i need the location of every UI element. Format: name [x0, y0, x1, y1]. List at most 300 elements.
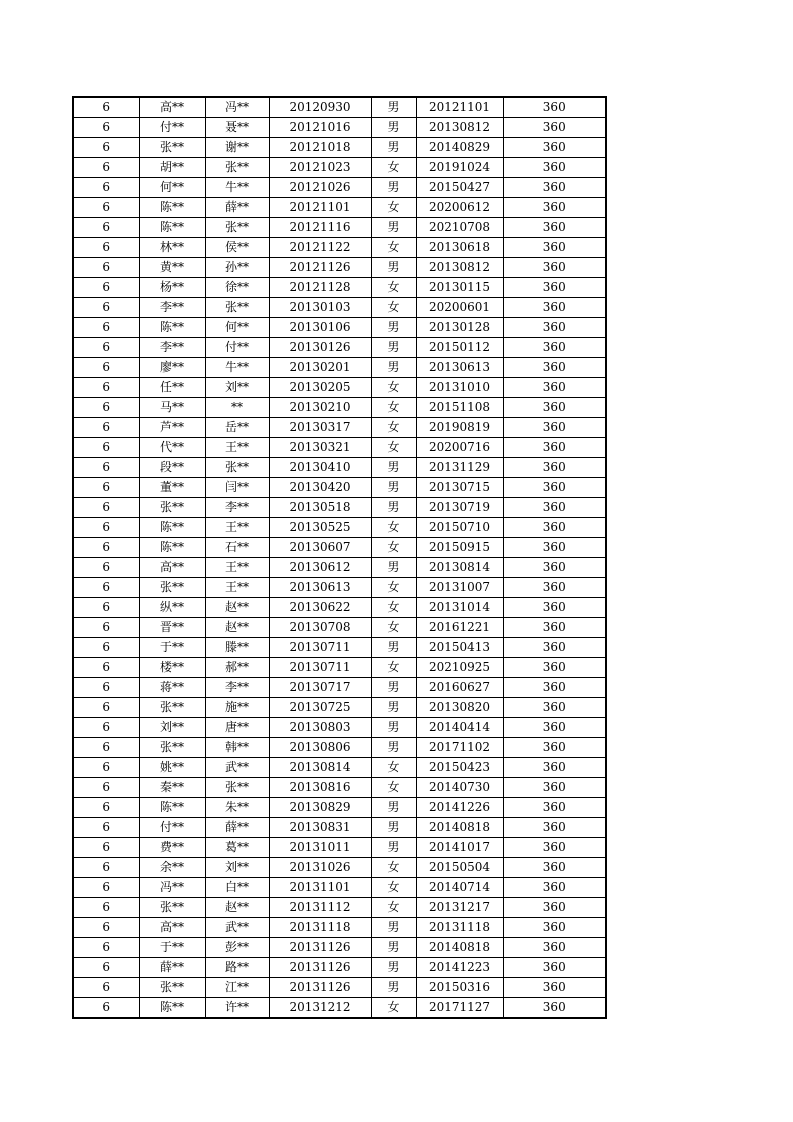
- guardian-name-cell: 路**: [205, 958, 269, 978]
- guardian-name-cell: 郝**: [205, 658, 269, 678]
- end-date-cell: 20121101: [416, 97, 503, 118]
- end-date-cell: 20150413: [416, 638, 503, 658]
- grade-cell: 6: [73, 978, 139, 998]
- guardian-name-cell: 张**: [205, 218, 269, 238]
- end-date-cell: 20150316: [416, 978, 503, 998]
- guardian-name-cell: 徐**: [205, 278, 269, 298]
- table-row: [73, 458, 606, 478]
- guardian-name-cell: 江**: [205, 978, 269, 998]
- name-cell: 段**: [139, 458, 205, 478]
- grade-cell: 6: [73, 578, 139, 598]
- guardian-name-cell: 彭**: [205, 938, 269, 958]
- name-cell: 余**: [139, 858, 205, 878]
- table-row: [73, 678, 606, 698]
- start-date-cell: 20130803: [269, 718, 371, 738]
- amount-cell: 360: [503, 478, 606, 498]
- name-cell: 陈**: [139, 198, 205, 218]
- name-cell: 李**: [139, 338, 205, 358]
- amount-cell: 360: [503, 598, 606, 618]
- name-cell: 付**: [139, 818, 205, 838]
- guardian-name-cell: 李**: [205, 678, 269, 698]
- gender-cell: 女: [371, 538, 416, 558]
- gender-cell: 男: [371, 958, 416, 978]
- end-date-cell: 20150710: [416, 518, 503, 538]
- name-cell: 陈**: [139, 798, 205, 818]
- amount-cell: 360: [503, 118, 606, 138]
- end-date-cell: 20141226: [416, 798, 503, 818]
- table-row: [73, 238, 606, 258]
- guardian-name-cell: 侯**: [205, 238, 269, 258]
- start-date-cell: 20130816: [269, 778, 371, 798]
- grade-cell: 6: [73, 618, 139, 638]
- guardian-name-cell: 王**: [205, 558, 269, 578]
- end-date-cell: 20140829: [416, 138, 503, 158]
- start-date-cell: 20131118: [269, 918, 371, 938]
- guardian-name-cell: **: [205, 398, 269, 418]
- name-cell: 陈**: [139, 318, 205, 338]
- grade-cell: 6: [73, 758, 139, 778]
- start-date-cell: 20130205: [269, 378, 371, 398]
- table-row: [73, 698, 606, 718]
- name-cell: 何**: [139, 178, 205, 198]
- name-cell: 纵**: [139, 598, 205, 618]
- gender-cell: 男: [371, 178, 416, 198]
- grade-cell: 6: [73, 798, 139, 818]
- gender-cell: 女: [371, 758, 416, 778]
- gender-cell: 女: [371, 518, 416, 538]
- grade-cell: 6: [73, 838, 139, 858]
- amount-cell: 360: [503, 878, 606, 898]
- amount-cell: 360: [503, 138, 606, 158]
- gender-cell: 女: [371, 578, 416, 598]
- end-date-cell: 20140818: [416, 938, 503, 958]
- amount-cell: 360: [503, 498, 606, 518]
- gender-cell: 男: [371, 258, 416, 278]
- gender-cell: 男: [371, 218, 416, 238]
- end-date-cell: 20130613: [416, 358, 503, 378]
- guardian-name-cell: 武**: [205, 918, 269, 938]
- end-date-cell: 20150427: [416, 178, 503, 198]
- end-date-cell: 20130812: [416, 258, 503, 278]
- gender-cell: 男: [371, 318, 416, 338]
- table-row: [73, 658, 606, 678]
- guardian-name-cell: 武**: [205, 758, 269, 778]
- end-date-cell: 20130820: [416, 698, 503, 718]
- gender-cell: 女: [371, 438, 416, 458]
- amount-cell: 360: [503, 278, 606, 298]
- table-row: [73, 838, 606, 858]
- grade-cell: 6: [73, 918, 139, 938]
- table-row: [73, 758, 606, 778]
- name-cell: 代**: [139, 438, 205, 458]
- amount-cell: 360: [503, 918, 606, 938]
- roster-body: [73, 97, 606, 1018]
- name-cell: 李**: [139, 298, 205, 318]
- table-row: [73, 318, 606, 338]
- gender-cell: 男: [371, 718, 416, 738]
- end-date-cell: 20131129: [416, 458, 503, 478]
- guardian-name-cell: 牛**: [205, 178, 269, 198]
- gender-cell: 男: [371, 978, 416, 998]
- amount-cell: 360: [503, 218, 606, 238]
- name-cell: 杨**: [139, 278, 205, 298]
- end-date-cell: 20160627: [416, 678, 503, 698]
- table-row: [73, 578, 606, 598]
- grade-cell: 6: [73, 518, 139, 538]
- start-date-cell: 20130711: [269, 638, 371, 658]
- table-row: [73, 438, 606, 458]
- table-row: [73, 858, 606, 878]
- grade-cell: 6: [73, 178, 139, 198]
- guardian-name-cell: 石**: [205, 538, 269, 558]
- name-cell: 陈**: [139, 518, 205, 538]
- guardian-name-cell: 李**: [205, 498, 269, 518]
- start-date-cell: 20121126: [269, 258, 371, 278]
- end-date-cell: 20200601: [416, 298, 503, 318]
- grade-cell: 6: [73, 878, 139, 898]
- amount-cell: 360: [503, 938, 606, 958]
- end-date-cell: 20150504: [416, 858, 503, 878]
- table-row: [73, 278, 606, 298]
- end-date-cell: 20130128: [416, 318, 503, 338]
- grade-cell: 6: [73, 818, 139, 838]
- grade-cell: 6: [73, 238, 139, 258]
- start-date-cell: 20130806: [269, 738, 371, 758]
- amount-cell: 360: [503, 158, 606, 178]
- end-date-cell: 20130715: [416, 478, 503, 498]
- table-row: [73, 378, 606, 398]
- gender-cell: 女: [371, 238, 416, 258]
- end-date-cell: 20131217: [416, 898, 503, 918]
- grade-cell: 6: [73, 658, 139, 678]
- start-date-cell: 20130725: [269, 698, 371, 718]
- start-date-cell: 20121122: [269, 238, 371, 258]
- end-date-cell: 20131014: [416, 598, 503, 618]
- table-row: [73, 638, 606, 658]
- grade-cell: 6: [73, 598, 139, 618]
- guardian-name-cell: 张**: [205, 298, 269, 318]
- name-cell: 张**: [139, 498, 205, 518]
- start-date-cell: 20120930: [269, 97, 371, 118]
- gender-cell: 女: [371, 778, 416, 798]
- end-date-cell: 20141223: [416, 958, 503, 978]
- grade-cell: 6: [73, 718, 139, 738]
- guardian-name-cell: 何**: [205, 318, 269, 338]
- start-date-cell: 20131126: [269, 978, 371, 998]
- name-cell: 胡**: [139, 158, 205, 178]
- amount-cell: 360: [503, 97, 606, 118]
- table-row: [73, 478, 606, 498]
- name-cell: 林**: [139, 238, 205, 258]
- start-date-cell: 20130201: [269, 358, 371, 378]
- table-row: [73, 258, 606, 278]
- name-cell: 张**: [139, 698, 205, 718]
- start-date-cell: 20121016: [269, 118, 371, 138]
- name-cell: 秦**: [139, 778, 205, 798]
- grade-cell: 6: [73, 338, 139, 358]
- gender-cell: 男: [371, 458, 416, 478]
- amount-cell: 360: [503, 318, 606, 338]
- guardian-name-cell: 张**: [205, 158, 269, 178]
- grade-cell: 6: [73, 458, 139, 478]
- name-cell: 张**: [139, 578, 205, 598]
- name-cell: 马**: [139, 398, 205, 418]
- amount-cell: 360: [503, 698, 606, 718]
- amount-cell: 360: [503, 658, 606, 678]
- start-date-cell: 20130410: [269, 458, 371, 478]
- start-date-cell: 20130711: [269, 658, 371, 678]
- end-date-cell: 20150112: [416, 338, 503, 358]
- end-date-cell: 20131118: [416, 918, 503, 938]
- end-date-cell: 20140714: [416, 878, 503, 898]
- gender-cell: 女: [371, 878, 416, 898]
- gender-cell: 女: [371, 398, 416, 418]
- grade-cell: 6: [73, 298, 139, 318]
- guardian-name-cell: 薛**: [205, 198, 269, 218]
- amount-cell: 360: [503, 458, 606, 478]
- end-date-cell: 20140730: [416, 778, 503, 798]
- start-date-cell: 20121023: [269, 158, 371, 178]
- table-row: [73, 898, 606, 918]
- amount-cell: 360: [503, 998, 606, 1019]
- table-row: [73, 97, 606, 118]
- grade-cell: 6: [73, 938, 139, 958]
- gender-cell: 男: [371, 97, 416, 118]
- start-date-cell: 20130106: [269, 318, 371, 338]
- guardian-name-cell: 王**: [205, 518, 269, 538]
- gender-cell: 男: [371, 338, 416, 358]
- grade-cell: 6: [73, 378, 139, 398]
- table-row: [73, 818, 606, 838]
- end-date-cell: 20161221: [416, 618, 503, 638]
- guardian-name-cell: 韩**: [205, 738, 269, 758]
- name-cell: 张**: [139, 138, 205, 158]
- amount-cell: 360: [503, 758, 606, 778]
- grade-cell: 6: [73, 97, 139, 118]
- table-row: [73, 518, 606, 538]
- gender-cell: 男: [371, 838, 416, 858]
- name-cell: 蒋**: [139, 678, 205, 698]
- name-cell: 高**: [139, 97, 205, 118]
- grade-cell: 6: [73, 498, 139, 518]
- grade-cell: 6: [73, 678, 139, 698]
- start-date-cell: 20130210: [269, 398, 371, 418]
- name-cell: 于**: [139, 938, 205, 958]
- table-row: [73, 998, 606, 1019]
- gender-cell: 女: [371, 858, 416, 878]
- grade-cell: 6: [73, 138, 139, 158]
- grade-cell: 6: [73, 438, 139, 458]
- amount-cell: 360: [503, 958, 606, 978]
- grade-cell: 6: [73, 998, 139, 1019]
- amount-cell: 360: [503, 258, 606, 278]
- start-date-cell: 20131011: [269, 838, 371, 858]
- gender-cell: 女: [371, 618, 416, 638]
- table-row: [73, 338, 606, 358]
- name-cell: 任**: [139, 378, 205, 398]
- gender-cell: 男: [371, 478, 416, 498]
- table-row: [73, 358, 606, 378]
- end-date-cell: 20210708: [416, 218, 503, 238]
- guardian-name-cell: 闫**: [205, 478, 269, 498]
- end-date-cell: 20131007: [416, 578, 503, 598]
- gender-cell: 女: [371, 198, 416, 218]
- amount-cell: 360: [503, 838, 606, 858]
- start-date-cell: 20130126: [269, 338, 371, 358]
- grade-cell: 6: [73, 198, 139, 218]
- amount-cell: 360: [503, 678, 606, 698]
- start-date-cell: 20130814: [269, 758, 371, 778]
- gender-cell: 男: [371, 558, 416, 578]
- end-date-cell: 20130618: [416, 238, 503, 258]
- end-date-cell: 20130812: [416, 118, 503, 138]
- gender-cell: 男: [371, 918, 416, 938]
- end-date-cell: 20171127: [416, 998, 503, 1019]
- guardian-name-cell: 王**: [205, 438, 269, 458]
- end-date-cell: 20191024: [416, 158, 503, 178]
- table-row: [73, 718, 606, 738]
- name-cell: 张**: [139, 738, 205, 758]
- start-date-cell: 20131126: [269, 958, 371, 978]
- guardian-name-cell: 葛**: [205, 838, 269, 858]
- end-date-cell: 20150423: [416, 758, 503, 778]
- gender-cell: 男: [371, 738, 416, 758]
- guardian-name-cell: 刘**: [205, 858, 269, 878]
- gender-cell: 女: [371, 418, 416, 438]
- amount-cell: 360: [503, 538, 606, 558]
- guardian-name-cell: 许**: [205, 998, 269, 1019]
- amount-cell: 360: [503, 718, 606, 738]
- name-cell: 费**: [139, 838, 205, 858]
- guardian-name-cell: 张**: [205, 458, 269, 478]
- guardian-name-cell: 冯**: [205, 97, 269, 118]
- end-date-cell: 20210925: [416, 658, 503, 678]
- start-date-cell: 20130612: [269, 558, 371, 578]
- gender-cell: 男: [371, 818, 416, 838]
- start-date-cell: 20121026: [269, 178, 371, 198]
- end-date-cell: 20151108: [416, 398, 503, 418]
- table-row: [73, 218, 606, 238]
- grade-cell: 6: [73, 318, 139, 338]
- name-cell: 张**: [139, 978, 205, 998]
- amount-cell: 360: [503, 398, 606, 418]
- end-date-cell: 20171102: [416, 738, 503, 758]
- name-cell: 高**: [139, 918, 205, 938]
- table-row: [73, 878, 606, 898]
- amount-cell: 360: [503, 378, 606, 398]
- table-row: [73, 978, 606, 998]
- name-cell: 陈**: [139, 218, 205, 238]
- amount-cell: 360: [503, 898, 606, 918]
- name-cell: 芦**: [139, 418, 205, 438]
- table-row: [73, 938, 606, 958]
- grade-cell: 6: [73, 158, 139, 178]
- table-row: [73, 738, 606, 758]
- start-date-cell: 20130622: [269, 598, 371, 618]
- grade-cell: 6: [73, 778, 139, 798]
- start-date-cell: 20130708: [269, 618, 371, 638]
- guardian-name-cell: 付**: [205, 338, 269, 358]
- start-date-cell: 20131126: [269, 938, 371, 958]
- start-date-cell: 20130613: [269, 578, 371, 598]
- guardian-name-cell: 聂**: [205, 118, 269, 138]
- grade-cell: 6: [73, 218, 139, 238]
- grade-cell: 6: [73, 638, 139, 658]
- name-cell: 于**: [139, 638, 205, 658]
- amount-cell: 360: [503, 638, 606, 658]
- name-cell: 董**: [139, 478, 205, 498]
- name-cell: 陈**: [139, 998, 205, 1019]
- grade-cell: 6: [73, 538, 139, 558]
- gender-cell: 女: [371, 998, 416, 1019]
- name-cell: 廖**: [139, 358, 205, 378]
- start-date-cell: 20131101: [269, 878, 371, 898]
- name-cell: 刘**: [139, 718, 205, 738]
- table-row: [73, 538, 606, 558]
- table-row: [73, 498, 606, 518]
- gender-cell: 男: [371, 138, 416, 158]
- guardian-name-cell: 牛**: [205, 358, 269, 378]
- table-row: [73, 598, 606, 618]
- name-cell: 黄**: [139, 258, 205, 278]
- amount-cell: 360: [503, 518, 606, 538]
- gender-cell: 男: [371, 798, 416, 818]
- amount-cell: 360: [503, 618, 606, 638]
- table-row: [73, 558, 606, 578]
- gender-cell: 男: [371, 358, 416, 378]
- start-date-cell: 20131212: [269, 998, 371, 1019]
- name-cell: 冯**: [139, 878, 205, 898]
- grade-cell: 6: [73, 738, 139, 758]
- table-row: [73, 178, 606, 198]
- end-date-cell: 20190819: [416, 418, 503, 438]
- start-date-cell: 20121101: [269, 198, 371, 218]
- grade-cell: 6: [73, 478, 139, 498]
- gender-cell: 女: [371, 658, 416, 678]
- start-date-cell: 20130518: [269, 498, 371, 518]
- table-row: [73, 398, 606, 418]
- start-date-cell: 20130317: [269, 418, 371, 438]
- gender-cell: 女: [371, 278, 416, 298]
- table-row: [73, 158, 606, 178]
- name-cell: 姚**: [139, 758, 205, 778]
- grade-cell: 6: [73, 558, 139, 578]
- name-cell: 楼**: [139, 658, 205, 678]
- start-date-cell: 20130717: [269, 678, 371, 698]
- amount-cell: 360: [503, 298, 606, 318]
- amount-cell: 360: [503, 558, 606, 578]
- guardian-name-cell: 白**: [205, 878, 269, 898]
- grade-cell: 6: [73, 958, 139, 978]
- name-cell: 薛**: [139, 958, 205, 978]
- end-date-cell: 20130719: [416, 498, 503, 518]
- end-date-cell: 20131010: [416, 378, 503, 398]
- amount-cell: 360: [503, 818, 606, 838]
- end-date-cell: 20130814: [416, 558, 503, 578]
- table-row: [73, 958, 606, 978]
- name-cell: 张**: [139, 898, 205, 918]
- gender-cell: 男: [371, 698, 416, 718]
- start-date-cell: 20130321: [269, 438, 371, 458]
- guardian-name-cell: 滕**: [205, 638, 269, 658]
- grade-cell: 6: [73, 898, 139, 918]
- table-row: [73, 798, 606, 818]
- guardian-name-cell: 谢**: [205, 138, 269, 158]
- name-cell: 陈**: [139, 538, 205, 558]
- table-row: [73, 138, 606, 158]
- amount-cell: 360: [503, 578, 606, 598]
- amount-cell: 360: [503, 778, 606, 798]
